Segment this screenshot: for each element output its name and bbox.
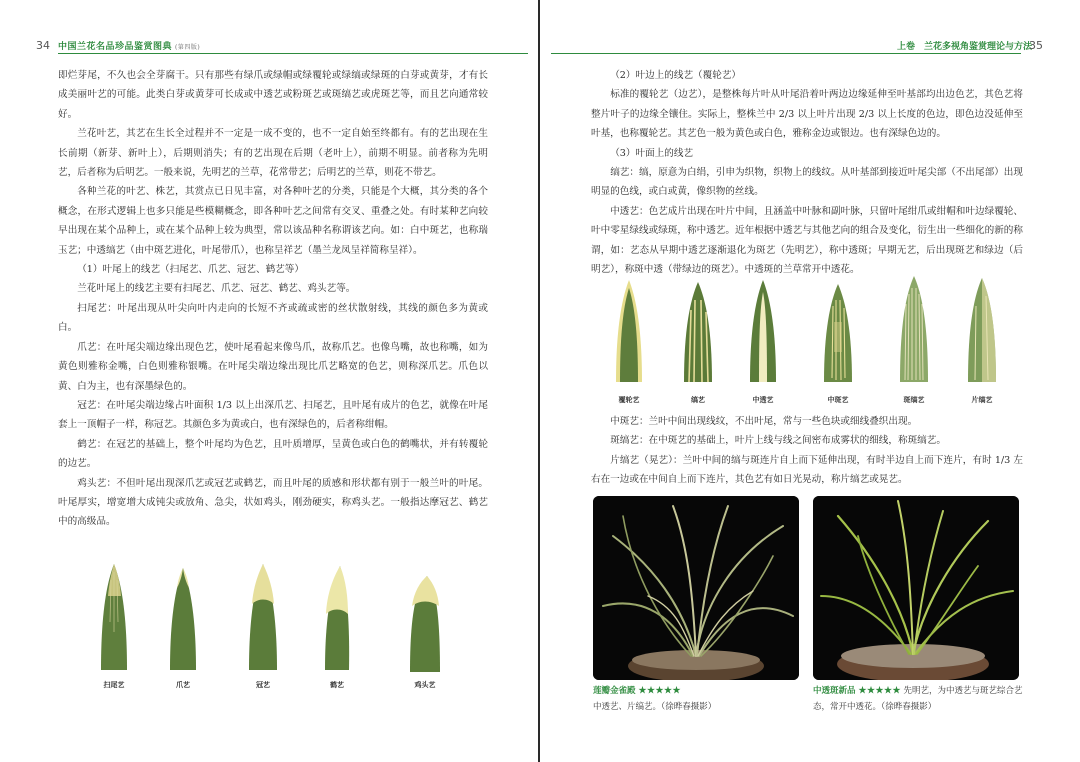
leaf-label: 中透艺 (752, 395, 774, 404)
left-body-text (58, 66, 488, 532)
body-paragraph: （2）叶边上的线艺（覆轮艺） (610, 70, 742, 81)
leaf-label: 缟艺 (691, 395, 705, 404)
leaf-label: 斑缟艺 (903, 395, 925, 404)
body-paragraph: 扫尾艺：叶尾出现从叶尖向叶内走向的长短不齐或疏或密的丝状散射线，其线的颜色多为黄或白。 (58, 302, 488, 334)
leaf-label: 覆轮艺 (618, 395, 640, 404)
caption-name: 莲瓣金雀殿 (593, 686, 636, 696)
body-paragraph: 鹤艺：在冠艺的基础上，整个叶尾均为色艺，且叶质增厚，呈黄色或白色的鹤嘴状，并有转覆轮的边艺。 (58, 438, 488, 470)
body-paragraph: 爪艺：在叶尾尖端边缘出现色艺，使叶尾看起来像鸟爪，故称爪艺。也像鸟嘴，故也称嘴，如为黄色则雅称金嘴，白色则雅称银嘴。在叶尾尖端边缘出现比爪艺略宽的色艺，则称深爪艺。爪色以黄、白为主，也有深墨绿色的。 (58, 341, 488, 392)
page-number: 35 (1029, 39, 1043, 52)
leaf-illustration-zhongban (822, 282, 854, 384)
photo-caption-left (593, 683, 803, 715)
body-paragraph: （1）叶尾上的线艺（扫尾艺、爪艺、冠艺、鹤艺等） (77, 264, 304, 276)
header-rule (551, 53, 1021, 54)
leaf-illustration-gao (682, 280, 714, 384)
body-paragraph: 即烂芽尾，不久也会全芽腐干。只有那些有绿爪或绿帽或绿覆轮或绿缟或绿斑的白芽或黄芽，才有长成美丽叶艺的可能。此类白芽或黄芽可长成或中透艺或粉斑艺或斑缟艺或虎斑艺等，而且艺向通常较好。 (58, 70, 488, 120)
left-page (0, 0, 539, 762)
body-paragraph: 兰花叶艺，其艺在生长全过程并不一定是一成不变的，也不一定自始至终都有。有的艺出现在生长前期（新芽、新叶上），后期则消失；有的艺出现在后期（老叶上），前期不明显。前者称为先明艺，后者称为后明艺。一般来说，先明艺的兰草，花常带艺；后明艺的兰草，则花不带艺。 (58, 128, 488, 179)
body-paragraph: 兰花叶尾上的线艺主要有扫尾艺、爪艺、冠艺、鹤艺、鸡头艺等。 (77, 283, 356, 295)
caption-name: 中透斑新品 (813, 686, 856, 696)
leaf-label: 鹤艺 (330, 680, 344, 689)
leaf-label: 扫尾艺 (103, 680, 125, 689)
leaf-illustration-saowei (97, 562, 131, 672)
photo-caption-right (813, 683, 1023, 715)
leaf-label: 冠艺 (256, 680, 270, 689)
orchid-photo-right (813, 496, 1019, 680)
leaf-illustration-bangao (898, 274, 930, 384)
body-paragraph: 各种兰花的叶艺、株艺，其赏点已日见丰富，对各种叶艺的分类，只能是个大概，其分类的各个概念，在形式逻辑上也多只能是些模糊概念，即各种叶艺之间常有交叉、重叠之处。有时某种艺向较早出现在某个品种上，或在某个品种上较为典型，常以该品种名称谓该艺向。如：白中斑艺，也称瑞玉艺；中透缟艺（由中斑艺进化，叶尾带爪），也称呈祥艺（墨兰龙凤呈祥简称呈祥）。 (58, 186, 488, 256)
leaf-label: 爪艺 (176, 680, 190, 689)
leaf-illustration-guan (246, 562, 280, 672)
body-paragraph: 片缟艺（晃艺）：兰叶中间的缟与斑连片自上而下延伸出现，有时半边自上而下连片，有时 1/3 左右在一边或在中间自上而下连片，其色艺有如日光晃动，称片缟艺或晃艺。 (591, 454, 1023, 486)
leaf-illustration-zhua (168, 566, 198, 672)
body-paragraph: 中透艺：色艺成片出现在叶片中间，且涵盖中叶脉和副叶脉，只留叶尾绀爪或绀帽和叶边绿覆轮、叶中零星绿线或绿斑，称中透艺。近年根据中透艺与其他艺向的组合及变化，衍生出一些细化的新的称谓，如：艺态从早期中透艺逐渐退化为斑艺（先明艺），称中透斑；早期无艺，后出现斑艺和绿边（后明艺），称斑中透（带绿边的斑艺）。中透斑的兰草常开中透花。 (591, 205, 1023, 276)
right-body-text-top (591, 66, 1023, 279)
leaf-illustration-piangao (966, 276, 998, 384)
chapter-title: 上卷 兰花多视角鉴赏理论与方法 (897, 42, 1033, 52)
right-body-text-mid (591, 412, 1023, 490)
leaf-illustration-he (322, 564, 352, 672)
book-title: 中国兰花名品珍品鉴赏图典 (第四版) (58, 42, 201, 52)
caption-text: 先明艺，为中透艺与斑艺综合艺态，常开中透花。（徐晔春摄影） (813, 686, 1023, 712)
body-paragraph: 冠艺：在叶尾尖端边缘占叶面积 1/3 以上出深爪艺、扫尾艺，且叶尾有成片的色艺，就像在叶尾套上一顶帽子一样，称冠艺。其颜色多为黄或白，也有深绿色的，后者称绀帽。 (58, 399, 488, 431)
leaf-label: 鸡头艺 (414, 680, 436, 689)
leaf-illustration-jitou (408, 574, 442, 674)
leaf-label: 中斑艺 (827, 395, 849, 404)
body-paragraph: 标准的覆轮艺（边艺），是整株每片叶从叶尾沿着叶两边边缘延伸至叶基部均出边色艺，其色艺将整片叶子的边缘全镶住。实际上，整株兰中 2/3 以上叶片出现 2/3 以上长度的色边，即色边没延伸至叶基，也称覆轮艺。其艺色一般为黄色或白色，雅称金边或银边。也有深绿色边的。 (591, 89, 1023, 140)
header-rule (58, 53, 528, 54)
rating-stars: ★★★★★ (638, 686, 681, 696)
caption-text: 中透艺、片缟艺。（徐晔春摄影） (593, 702, 717, 712)
body-paragraph: 缟艺：缟，原意为白绢，引申为织物，织物上的线纹。从叶基部到接近叶尾尖部（不出尾部）出现明显的色线，或白或黄，像织物的丝线。 (591, 167, 1023, 198)
leaf-label: 片缟艺 (971, 395, 993, 404)
leaf-illustration-zhongtou (748, 278, 778, 384)
rating-stars: ★★★★★ (858, 686, 901, 696)
body-paragraph: 鸡头艺：不但叶尾出现深爪艺或冠艺或鹤艺，而且叶尾的质感和形状都有别于一般兰叶的叶尾。叶尾厚实，增宽增大成钝尖或放角、急尖，状如鸡头，刚劲硬实，称鸡头艺。一般指达摩冠艺、鹤艺中的高级品。 (58, 477, 488, 528)
page-number: 34 (36, 39, 50, 52)
body-paragraph: 斑缟艺：在中斑艺的基础上，叶片上线与线之间密布成雾状的细线，称斑缟艺。 (610, 435, 946, 447)
leaf-illustration-fulun (614, 278, 644, 384)
body-paragraph: （3）叶面上的线艺 (610, 147, 694, 159)
right-page (541, 0, 1080, 762)
orchid-photo-left (593, 496, 799, 680)
body-paragraph: 中斑艺：兰叶中间出现线纹，不出叶尾，常与一些色块或细线叠织出现。 (610, 416, 918, 427)
edition-label: (第四版) (175, 44, 201, 51)
